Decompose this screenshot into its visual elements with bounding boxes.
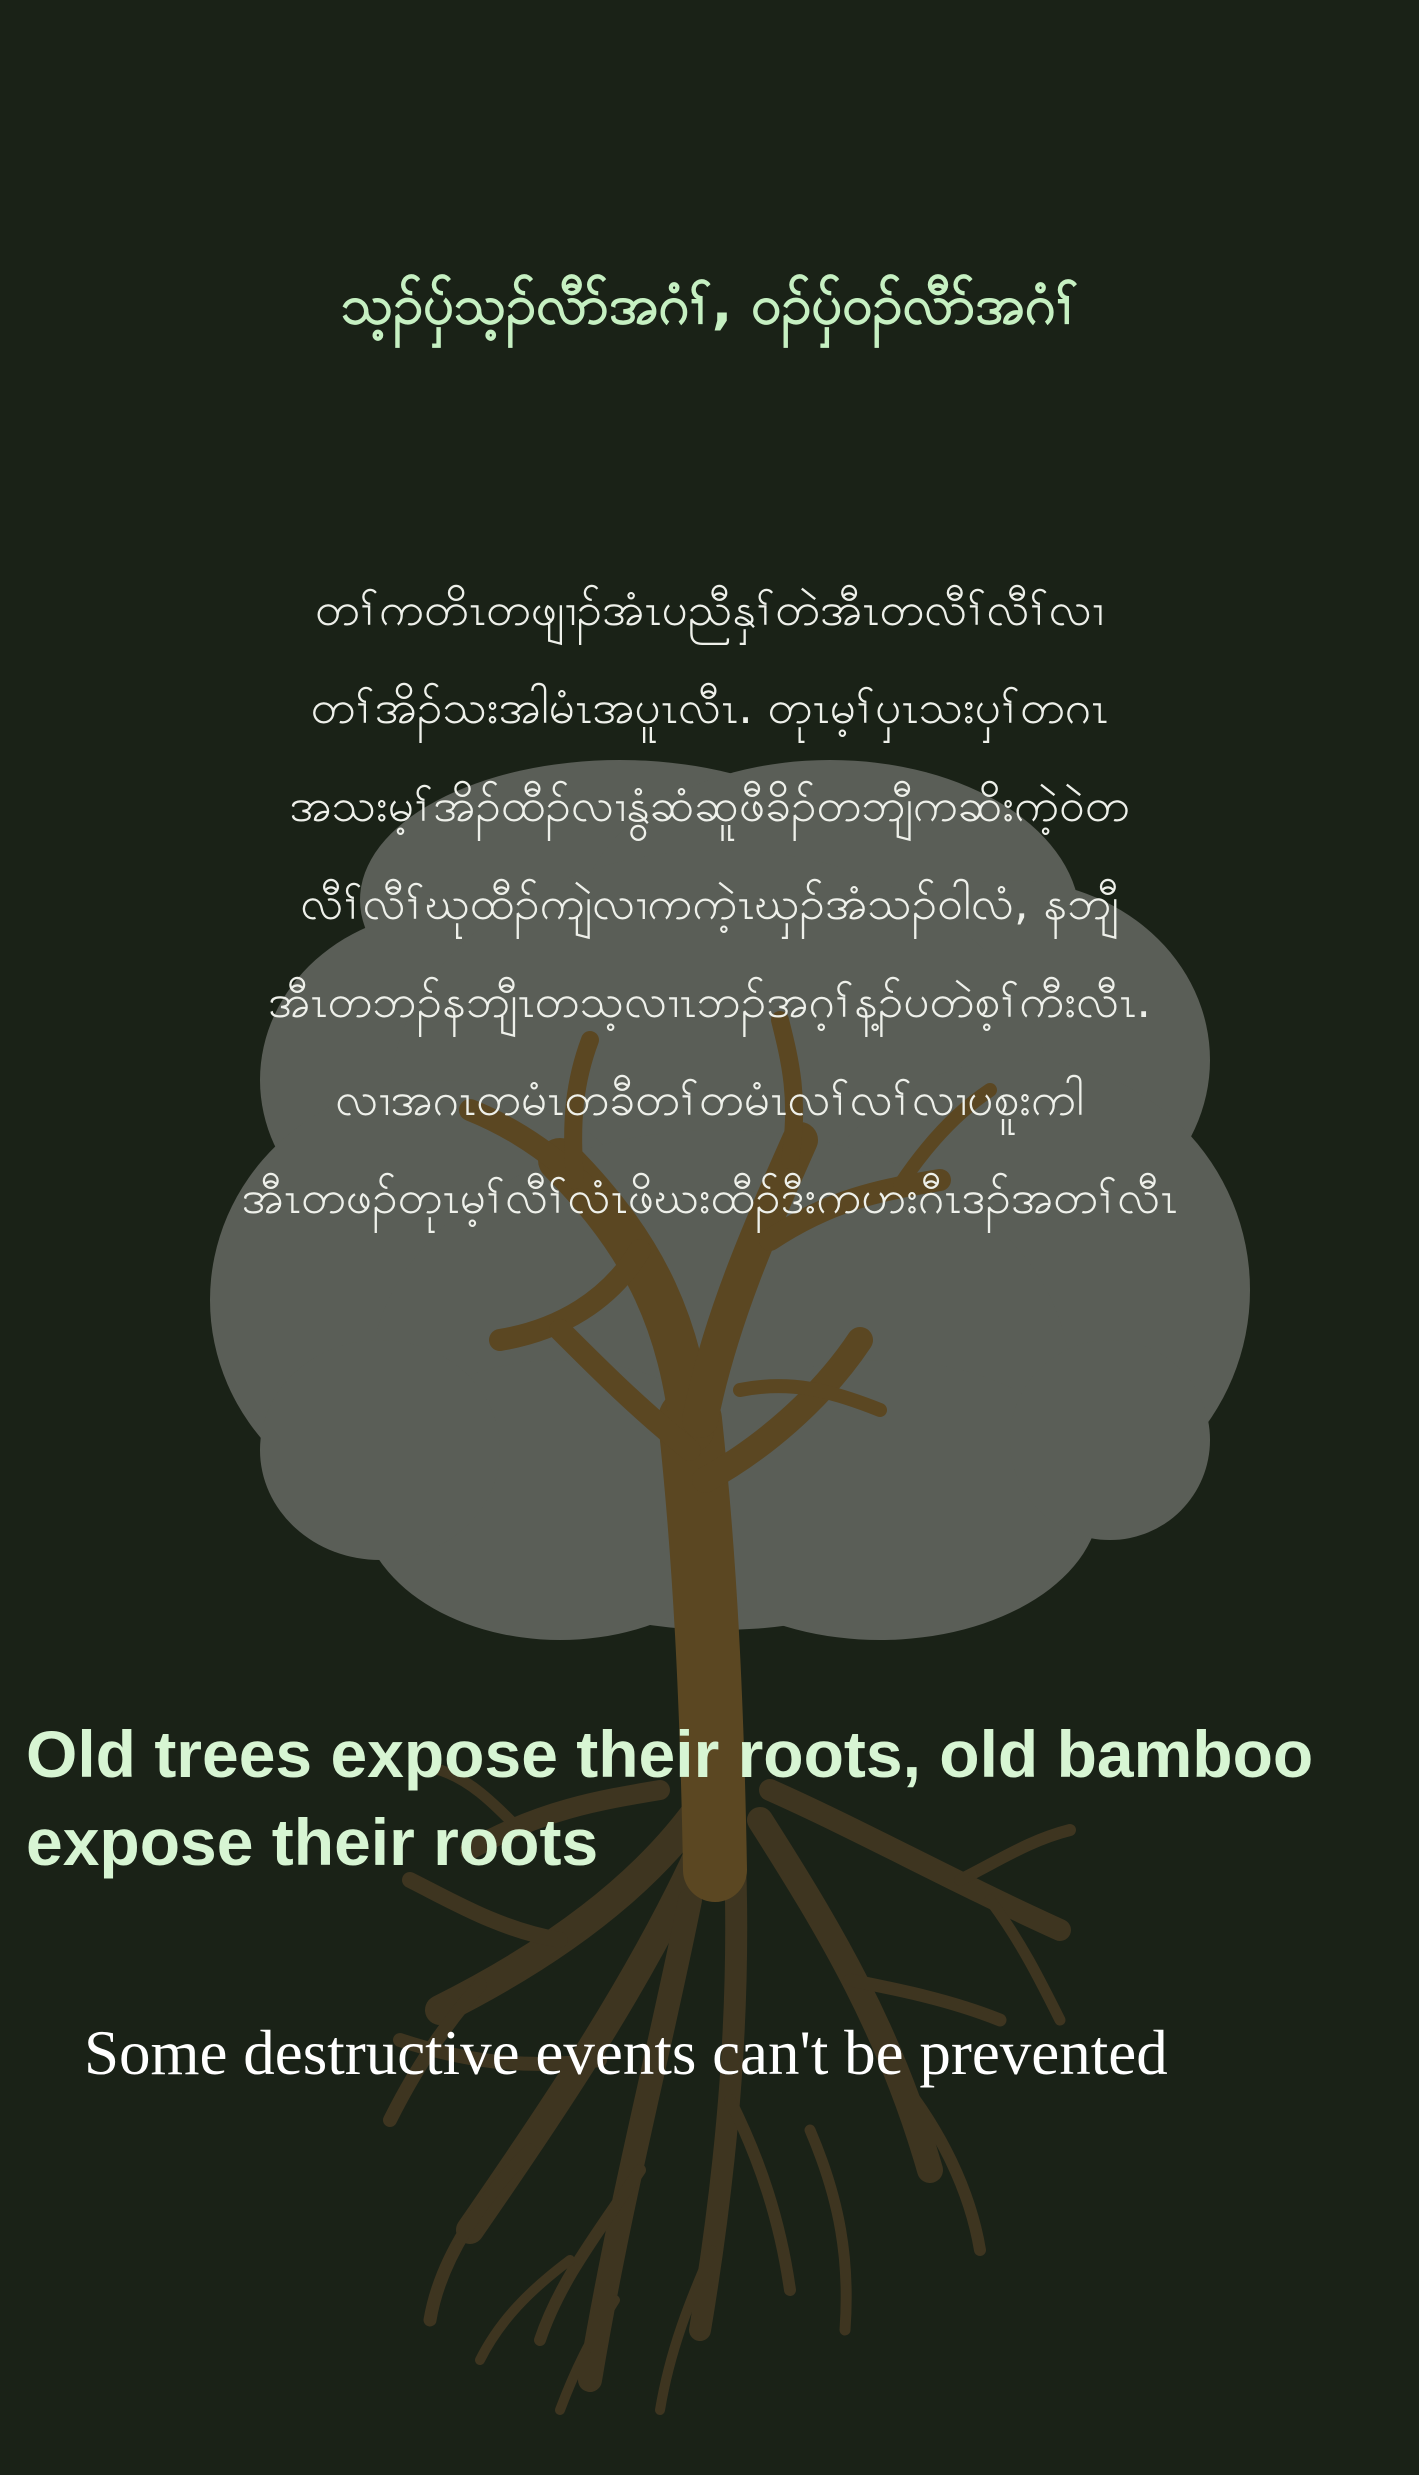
explanation-line: အသးမ့ၢ်အိၣ်ထီၣ်လၢနွံဆံဆူဖီခိၣ်တဘျီကဆိးကဲ့ဝဲတ: [289, 778, 1130, 832]
proverb-explanation-burmese: [40, 560, 1379, 1246]
explanation-line: လၢအဂၤတမံၤတခီတၢ်တမံၤလၢ်လၢ်လၢပစူးကါ: [335, 1072, 1084, 1126]
explanation-line: အီၤတဖၣ်တုၤမ့ၢ်လီၢ်လံၤဖိဃးထီၣ်ဒီးကဟးဂီၤဒၣ်အတၢ်လီၤ: [241, 1170, 1178, 1224]
proverb-english-literal: Old trees expose their roots, old bamboo expose their roots: [26, 1717, 1314, 1879]
proverb-title-burmese: သ့ၣ်ပှ်သ့ၣ်လီာ်အဂံၢ်, ဝၣ်ပှ်ဝၣ်လီာ်အဂံၢ်: [340, 273, 1079, 336]
explanation-line: အီၤတဘၣ်နဘျီၤတသ့လၢၤဘၣ်အဂ့ၢ်န့ၣ်ပတဲစ့ၢ်ကီးလီၤ.: [267, 974, 1151, 1028]
explanation-line: လီၢ်လီၢ်ဃုထီၣ်ကျဲလၢကကဲ့ၤဃှၣ်အံသၣ်ဝါလံ, နဘျီ: [300, 876, 1119, 930]
proverb-english-meaning: Some destructive events can't be prevented: [84, 2018, 1168, 2088]
explanation-line: တၢ်အိၣ်သးအါမံၤအပူၤလီၤ. တုၤမ့ၢ်ပှၤသးပှၢ်တဂၤ: [310, 680, 1109, 734]
explanation-line: တၢ်ကတိၤတဖျၢၣ်အံၤပညီနှၢ်တဲအီၤတလီၢ်လီၢ်လၢ: [315, 582, 1104, 636]
